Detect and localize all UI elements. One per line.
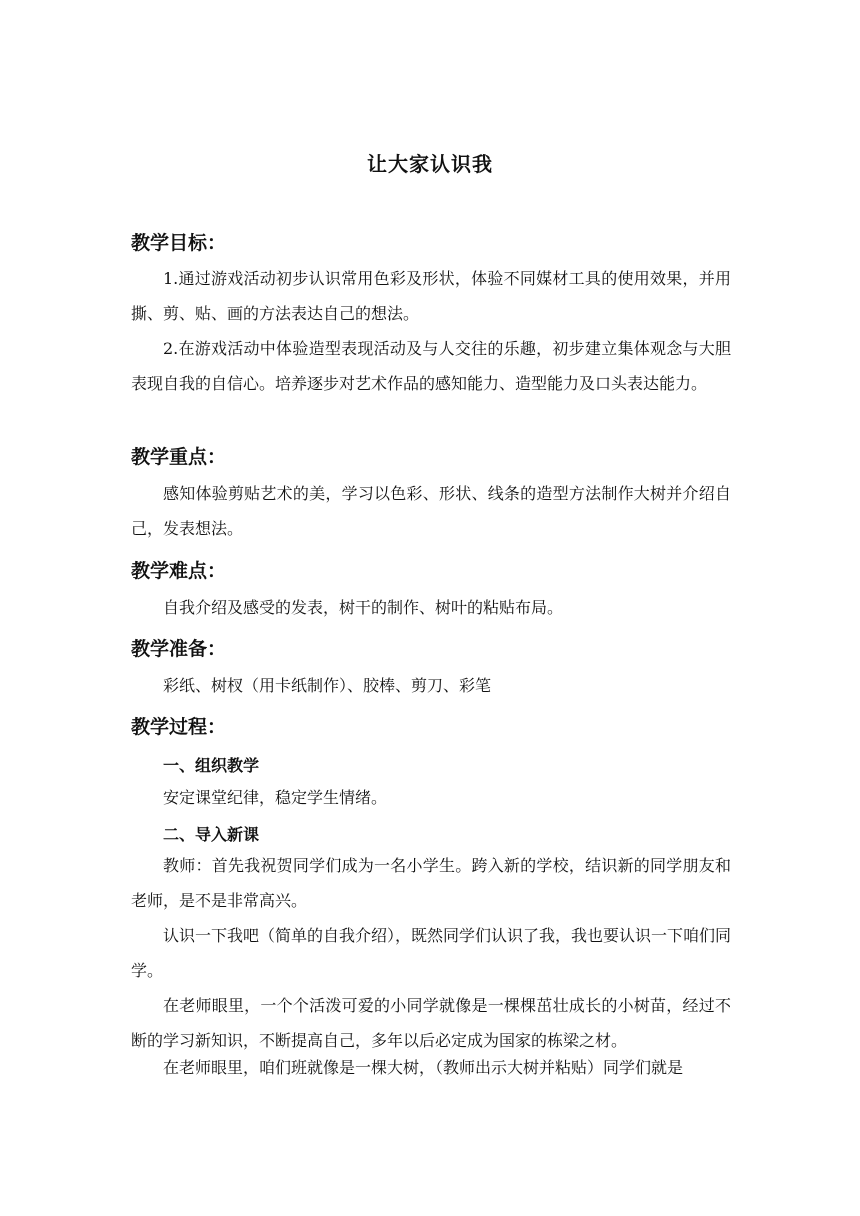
step-1-title: 一、组织教学: [163, 756, 260, 775]
goal-2-paragraph: 2.在游戏活动中体验造型表现活动及与人交往的乐趣，初步建立集体观念与大胆表现自我的自信心。培养逐步对艺术作品的感知能力、造型能力及口头表达能力。: [131, 339, 731, 393]
key-points-heading: 教学重点：: [131, 446, 227, 468]
step-2-paragraph-3: 在老师眼里，一个个活泼可爱的小同学就像是一棵棵茁壮成长的小树苗，经过不断的学习新知识，不断提高自己，多年以后必定成为国家的栋梁之材。: [131, 996, 731, 1050]
step-2-title: 二、导入新课: [163, 825, 260, 844]
process-heading: 教学过程：: [131, 716, 227, 738]
goal-1-paragraph: 1.通过游戏活动初步认识常用色彩及形状，体验不同媒材工具的使用效果，并用撕、剪、贴、画的方法表达自己的想法。: [131, 269, 731, 323]
goals-heading: 教学目标：: [131, 232, 227, 254]
difficulty-paragraph: 自我介绍及感受的发表，树干的制作、树叶的粘贴布局。: [163, 598, 564, 617]
step-1-paragraph: 安定课堂纪律，稳定学生情绪。: [163, 788, 388, 807]
difficulty-heading: 教学难点：: [131, 560, 227, 582]
preparation-heading: 教学准备：: [131, 638, 227, 660]
step-2-paragraph-1: 教师：首先我祝贺同学们成为一名小学生。跨入新的学校，结识新的同学朋友和老师，是不是非常高兴。: [131, 856, 731, 910]
page-title: 让大家认识我: [367, 152, 493, 176]
step-2-paragraph-4: 在老师眼里，咱们班就像是一棵大树，（教师出示大树并粘贴）同学们就是: [163, 1058, 684, 1077]
step-2-paragraph-2: 认识一下我吧（简单的自我介绍），既然同学们认识了我，我也要认识一下咱们同学。: [131, 926, 732, 980]
preparation-paragraph: 彩纸、树杈（用卡纸制作）、胶棒、剪刀、彩笔: [163, 676, 492, 695]
key-points-paragraph: 感知体验剪贴艺术的美，学习以色彩、形状、线条的造型方法制作大树并介绍自己，发表想法。: [131, 484, 731, 538]
